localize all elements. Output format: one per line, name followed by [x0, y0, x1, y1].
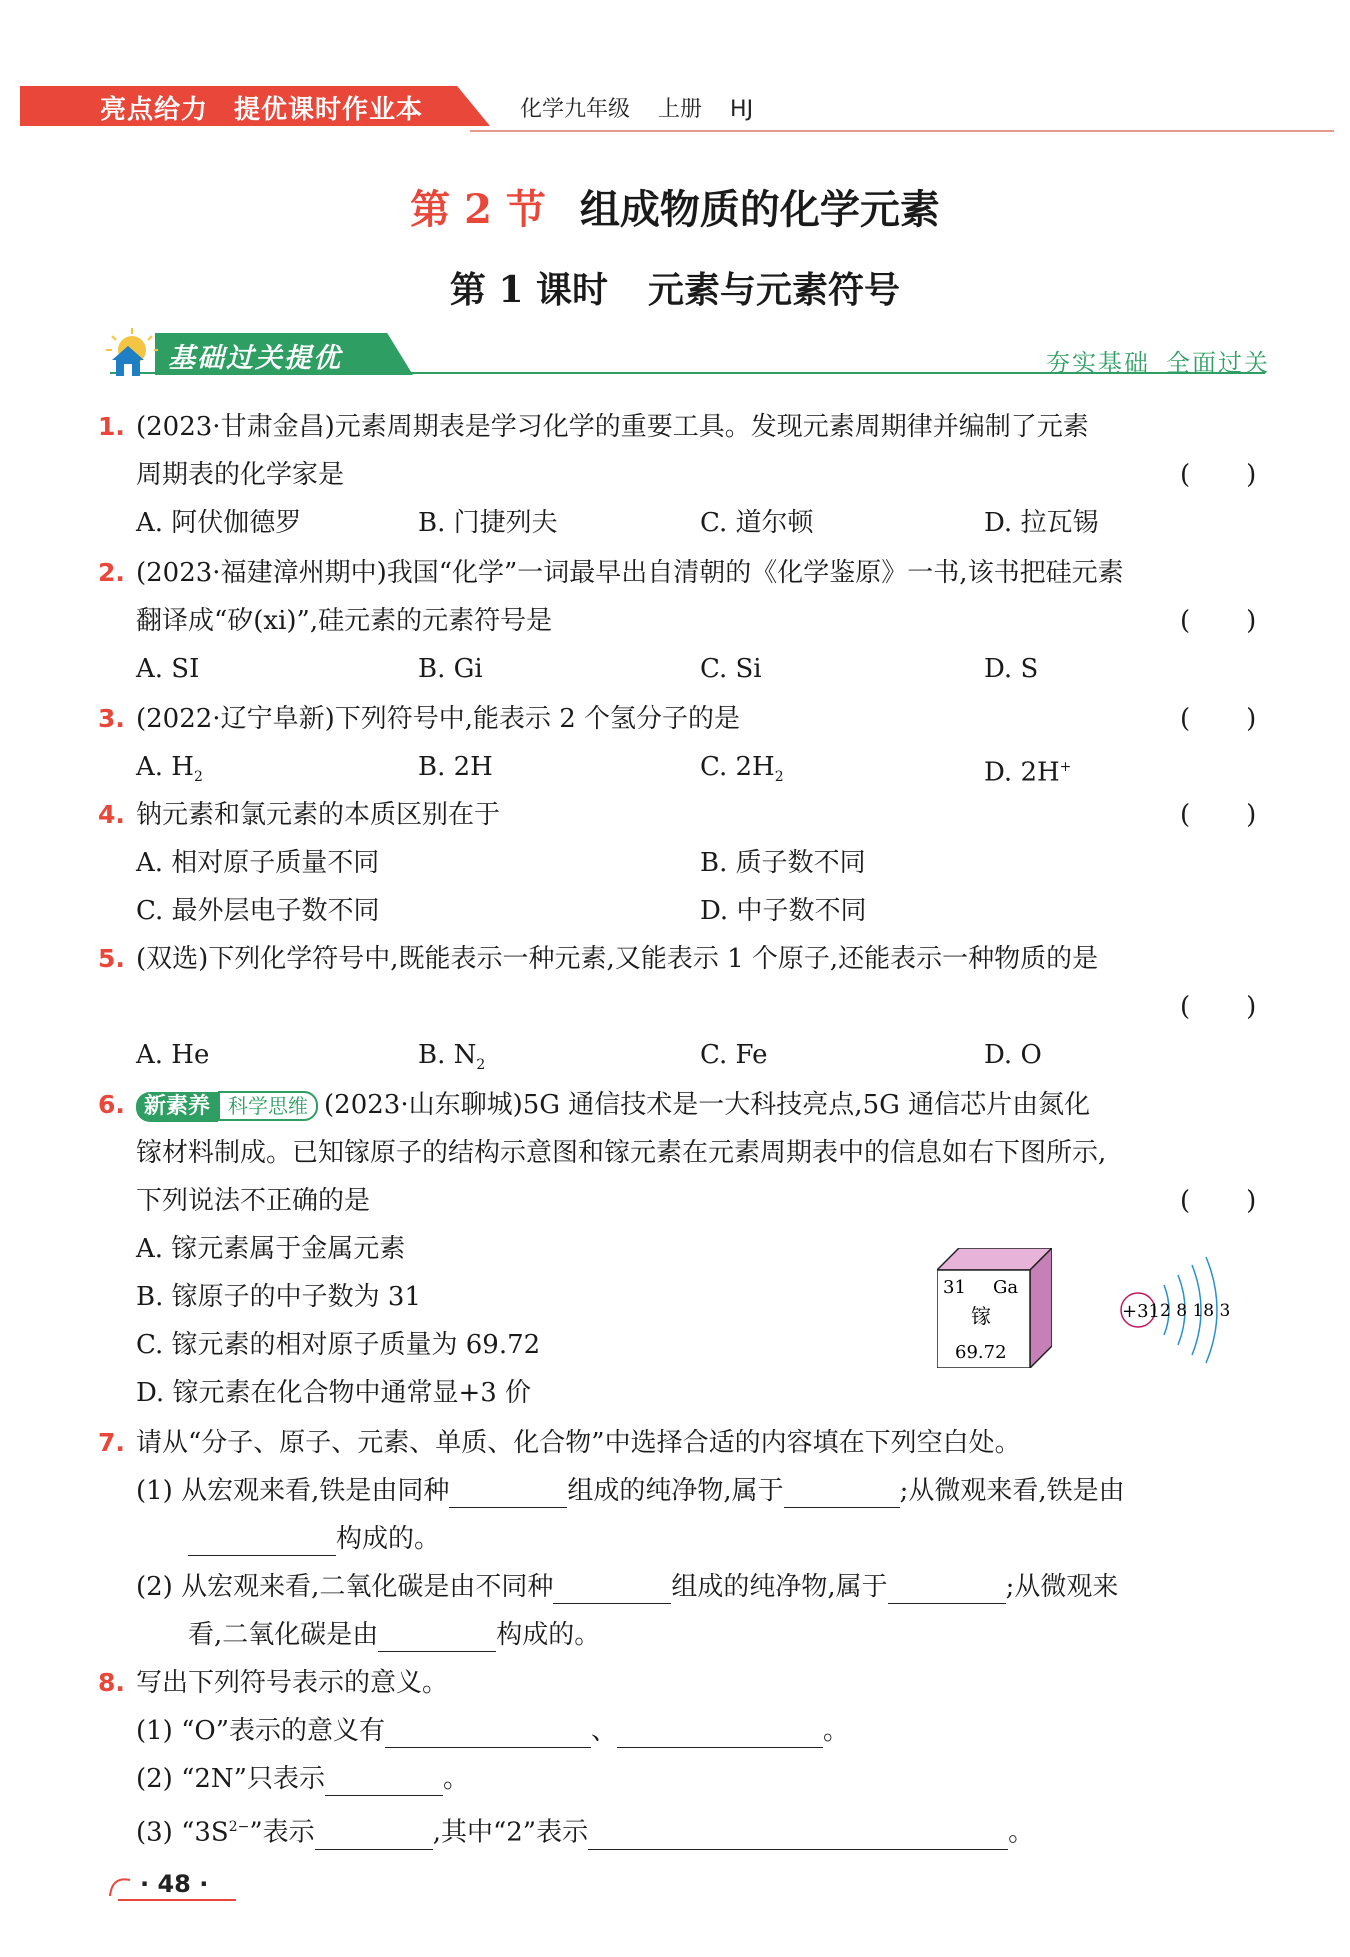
q6-option-a[interactable]: A. 镓元素属于金属元素: [136, 1234, 406, 1264]
q4-option-b[interactable]: B. 质子数不同: [700, 848, 866, 878]
q7-part2-line1: (2) 从宏观来看,二氧化碳是由不同种 组成的纯净物,属于 ;从微观来: [136, 1572, 1119, 1602]
element-mass: 69.72: [955, 1342, 1007, 1363]
q4-answer-paren[interactable]: [1180, 798, 1256, 832]
q7-blank-2[interactable]: [784, 1481, 900, 1508]
q8-part2: (2) “2N”只表示 。: [136, 1764, 469, 1794]
header-rule: [470, 130, 1334, 132]
volume-label: 上册: [658, 97, 703, 122]
q8-blank-5[interactable]: [588, 1823, 1008, 1850]
science-thinking-tag: 科学思维: [218, 1091, 318, 1121]
q8-blank-2[interactable]: [617, 1721, 823, 1748]
q3-option-a[interactable]: A. $H_2$: [136, 752, 203, 786]
subject-label: 化学九年级: [520, 97, 631, 122]
paren-right: ): [1246, 1186, 1257, 1216]
edition-label: HJ: [730, 97, 754, 122]
q3-option-d[interactable]: D. 2H+: [984, 757, 1072, 788]
q6-option-b[interactable]: B. 镓原子的中子数为 31: [136, 1282, 421, 1312]
element-number: 31: [943, 1277, 966, 1298]
paren-left: (: [1180, 1186, 1191, 1216]
q8-blank-1[interactable]: [385, 1721, 591, 1748]
q4-stem: 钠元素和氯元素的本质区别在于: [136, 800, 501, 830]
new-literacy-tag: 新素养: [136, 1092, 218, 1122]
q1-option-a[interactable]: A. 阿伏伽德罗: [136, 508, 302, 538]
periodic-table-cell: [937, 1248, 1052, 1368]
q2-number: 2.: [98, 558, 125, 587]
paren-left: (: [1180, 800, 1191, 830]
q5-option-c[interactable]: C. Fe: [700, 1040, 768, 1070]
q8-part1: (1) “O”表示的意义有 、 。: [136, 1716, 850, 1746]
element-symbol: Ga: [993, 1277, 1019, 1298]
q4-option-a[interactable]: A. 相对原子质量不同: [136, 848, 380, 878]
paren-left: (: [1180, 606, 1191, 636]
page-number: · 48 ·: [140, 1870, 209, 1898]
q6-option-d[interactable]: D. 镓元素在化合物中通常显+3 价: [136, 1378, 532, 1408]
q7-number: 7.: [98, 1428, 125, 1457]
q1-answer-paren[interactable]: [1180, 458, 1256, 492]
lesson-title: [0, 262, 1350, 313]
q1-option-b[interactable]: B. 门捷列夫: [418, 508, 558, 538]
q1-stem-line1: (2023·甘肃金昌)元素周期表是学习化学的重要工具。发现元素周期律并编制了元素: [136, 412, 1089, 442]
q8-number: 8.: [98, 1668, 125, 1697]
q6-number: 6.: [98, 1090, 125, 1119]
motto-2: 全面过关: [1166, 349, 1270, 377]
section-number: 第 2 节: [410, 186, 546, 233]
paren-right: ): [1246, 460, 1257, 490]
house-sun-icon: [102, 326, 158, 382]
book-info: [520, 92, 781, 123]
q7-stem: 请从“分子、原子、元素、单质、化合物”中选择合适的内容填在下列空白处。: [136, 1428, 1021, 1458]
q7-part2-line2: 看,二氧化碳是由 构成的。: [188, 1620, 601, 1650]
q8-part3: (3) “$3S^{2-}$”表示 ,其中“2”表示 。: [136, 1817, 1035, 1848]
q3-option-c[interactable]: C. $2H_2$: [700, 752, 784, 786]
q6-stem-line3: 下列说法不正确的是: [136, 1186, 371, 1216]
q2-option-d[interactable]: D. S: [984, 654, 1039, 684]
q3-answer-paren[interactable]: [1180, 702, 1256, 736]
q1-option-d[interactable]: D. 拉瓦锡: [984, 508, 1099, 538]
element-name: 镓: [971, 1304, 991, 1328]
q7-part1-line1: (1) 从宏观来看,铁是由同种 组成的纯净物,属于 ;从微观来看,铁是由: [136, 1476, 1125, 1506]
q6-stem-line1: 新素养 科学思维 (2023·山东聊城)5G 通信技术是一大科技亮点,5G 通信芯片由氮化: [136, 1088, 1090, 1122]
q7-blank-1[interactable]: [449, 1481, 567, 1508]
q1-option-c[interactable]: C. 道尔顿: [700, 508, 814, 538]
brand-title: [100, 89, 449, 126]
q2-option-a[interactable]: A. SI: [136, 654, 200, 684]
q2-option-b[interactable]: B. Gi: [418, 654, 483, 684]
paren-right: ): [1246, 606, 1257, 636]
paren-right: ): [1246, 704, 1257, 734]
q6-answer-paren[interactable]: [1180, 1184, 1256, 1218]
q7-blank-6[interactable]: [378, 1625, 496, 1652]
q7-blank-4[interactable]: [553, 1577, 671, 1604]
q1-number: 1.: [98, 412, 125, 441]
paren-right: ): [1246, 992, 1257, 1022]
paren-left: (: [1180, 704, 1191, 734]
q5-option-d[interactable]: D. O: [984, 1040, 1042, 1070]
paren-left: (: [1180, 992, 1191, 1022]
q7-blank-3[interactable]: [188, 1529, 336, 1556]
brand-part1: 亮点给力: [100, 95, 209, 125]
q3-option-b[interactable]: B. 2H: [418, 752, 493, 782]
nucleus-charge: +31: [1122, 1301, 1160, 1322]
lesson-name: 元素与元素符号: [648, 269, 901, 311]
q6-option-c[interactable]: C. 镓元素的相对原子质量为 69.72: [136, 1330, 541, 1360]
q8-blank-3[interactable]: [325, 1769, 443, 1796]
lesson-number: 第 1 课时: [449, 269, 609, 311]
q2-stem-line2: 翻译成“矽(xi)”,硅元素的元素符号是: [136, 606, 553, 636]
q8-blank-4[interactable]: [315, 1823, 433, 1850]
q2-stem-line1: (2023·福建漳州期中)我国“化学”一词最早出自清朝的《化学鉴原》一书,该书把硅元素: [136, 558, 1124, 588]
paren-right: ): [1246, 800, 1257, 830]
q7-part1-line2: 构成的。: [188, 1522, 440, 1556]
q5-option-a[interactable]: A. He: [136, 1040, 210, 1070]
q5-answer-paren[interactable]: [1180, 990, 1256, 1024]
q4-option-d[interactable]: D. 中子数不同: [700, 896, 867, 926]
banner-motto: [1030, 343, 1270, 378]
paren-left: (: [1180, 460, 1191, 490]
banner-label: 基础过关提优: [168, 343, 342, 374]
brand-part2: 提优课时作业本: [234, 95, 424, 125]
section-title: [0, 178, 1350, 235]
electron-shells: 2 8 18 3: [1160, 1301, 1231, 1321]
q2-answer-paren[interactable]: [1180, 604, 1256, 638]
atom-structure-diagram: [1120, 1255, 1250, 1365]
q8-stem: 写出下列符号表示的意义。: [136, 1668, 449, 1698]
q4-option-c[interactable]: C. 最外层电子数不同: [136, 896, 380, 926]
q5-number: 5.: [98, 944, 125, 973]
q6-stem-line2: 镓材料制成。已知镓原子的结构示意图和镓元素在元素周期表中的信息如右下图所示,: [136, 1138, 1107, 1168]
q5-option-b[interactable]: B. $N_2$: [418, 1040, 486, 1074]
q1-stem-line2: 周期表的化学家是: [136, 460, 345, 490]
q7-blank-5[interactable]: [888, 1577, 1006, 1604]
section-name: 组成物质的化学元素: [579, 186, 940, 233]
motto-1: 夯实基础: [1046, 349, 1150, 377]
q5-stem: (双选)下列化学符号中,既能表示一种元素,又能表示 1 个原子,还能表示一种物质的是: [136, 944, 1099, 974]
q3-number: 3.: [98, 704, 125, 733]
q4-number: 4.: [98, 800, 125, 829]
q3-stem: (2022·辽宁阜新)下列符号中,能表示 2 个氢分子的是: [136, 704, 741, 734]
q2-option-c[interactable]: C. Si: [700, 654, 762, 684]
